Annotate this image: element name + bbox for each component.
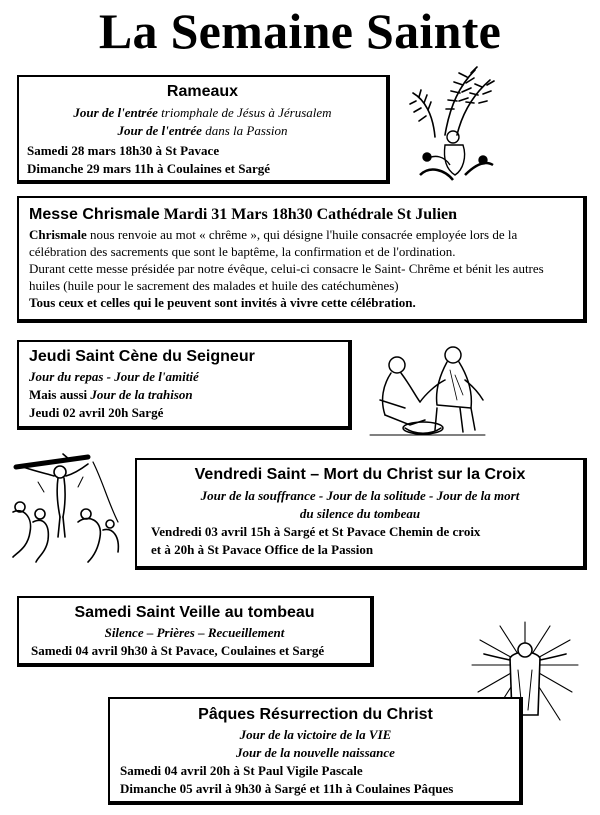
samedi-line1: Silence – Prières – Recueillement xyxy=(104,625,285,640)
chrismale-heading-detail: Mardi 31 Mars 18h30 Cathédrale St Julien xyxy=(159,206,458,223)
rameaux-line1-a: Jour de l'entrée xyxy=(73,105,158,120)
crucifixion-drawing xyxy=(8,452,126,564)
vendredi-box xyxy=(135,458,587,570)
paques-line2: Jour de la nouvelle naissance xyxy=(236,745,395,760)
jeudi-line1: Jour du repas - Jour de l'amitié xyxy=(29,369,199,384)
chrismale-p1-rest: nous renvoie au mot « chrême », qui désigne l'huile consacrée employée lors de la célébration des sacrements que sont le baptême, la confirmation et de l'ordination. xyxy=(29,227,518,259)
paques-box xyxy=(108,697,523,805)
palms-illustration xyxy=(405,65,495,185)
rameaux-line2-a: Jour de l'entrée xyxy=(117,123,202,138)
vendredi-mass-1: Vendredi 03 avril 15h à Sargé et St Pavace Chemin de croix xyxy=(151,524,481,539)
jeudi-line2 xyxy=(29,386,340,404)
chrismale-lead-word: Chrismale xyxy=(29,227,87,242)
samedi-box xyxy=(17,596,374,667)
chrismale-paragraph-1 xyxy=(29,226,575,260)
rameaux-mass-1: Samedi 28 mars 18h30 à St Pavace xyxy=(27,143,220,158)
jeudi-line2-b: Jour de la trahison xyxy=(90,387,193,402)
jeudi-line2-a: Mais aussi xyxy=(29,387,91,402)
vendredi-line2: du silence du tombeau xyxy=(299,506,421,521)
vendredi-mass-2: et à 20h à St Pavace Office de la Passion xyxy=(151,542,374,557)
rameaux-line2 xyxy=(27,122,378,140)
rameaux-mass-2: Dimanche 29 mars 11h à Coulaines et Sargé xyxy=(27,161,271,176)
samedi-mass: Samedi 04 avril 9h30 à St Pavace, Coulaines et Sargé xyxy=(31,643,325,658)
jeudi-heading: Jeudi Saint Cène du Seigneur xyxy=(29,348,255,365)
crucifixion-illustration xyxy=(8,452,126,564)
page-title: La Semaine Sainte xyxy=(98,3,502,59)
paques-mass-1: Samedi 04 avril 20h à St Paul Vigile Pascale xyxy=(120,763,363,778)
foot-washing-illustration xyxy=(365,340,490,440)
paques-line1: Jour de la victoire de la VIE xyxy=(239,727,392,742)
vendredi-line1: Jour de la souffrance - Jour de la solitude - Jour de la mort xyxy=(200,488,520,503)
rameaux-heading: Rameaux xyxy=(166,83,239,100)
jeudi-mass: Jeudi 02 avril 20h Sargé xyxy=(29,405,164,420)
chrismale-heading-line xyxy=(29,205,575,224)
rameaux-line1 xyxy=(27,104,378,122)
samedi-heading: Samedi Saint Veille au tombeau xyxy=(74,604,315,621)
vendredi-heading: Vendredi Saint – Mort du Christ sur la Croix xyxy=(194,466,526,483)
chrismale-heading: Messe Chrismale xyxy=(29,206,160,223)
jeudi-box xyxy=(17,340,352,430)
rameaux-line2-b: dans la Passion xyxy=(201,123,288,138)
rameaux-box xyxy=(17,75,390,184)
chrismale-paragraph-2: Durant cette messe présidée par notre évêque, celui-ci consacre le Saint- Chrême et bénit les autres huiles (huile pour le sacrement des malades et huile des catéchumènes) xyxy=(29,261,544,293)
palm-drawing xyxy=(405,65,495,185)
paques-heading: Pâques Résurrection du Christ xyxy=(198,706,433,723)
chrismale-box xyxy=(17,196,587,323)
foot-washing-drawing xyxy=(365,340,490,440)
rameaux-line1-b: triomphale de Jésus à Jérusalem xyxy=(157,105,332,120)
paques-mass-2: Dimanche 05 avril à 9h30 à Sargé et 11h à Coulaines Pâques xyxy=(120,781,454,796)
chrismale-paragraph-3: Tous ceux et celles qui le peuvent sont invités à vivre cette célébration. xyxy=(29,295,416,310)
